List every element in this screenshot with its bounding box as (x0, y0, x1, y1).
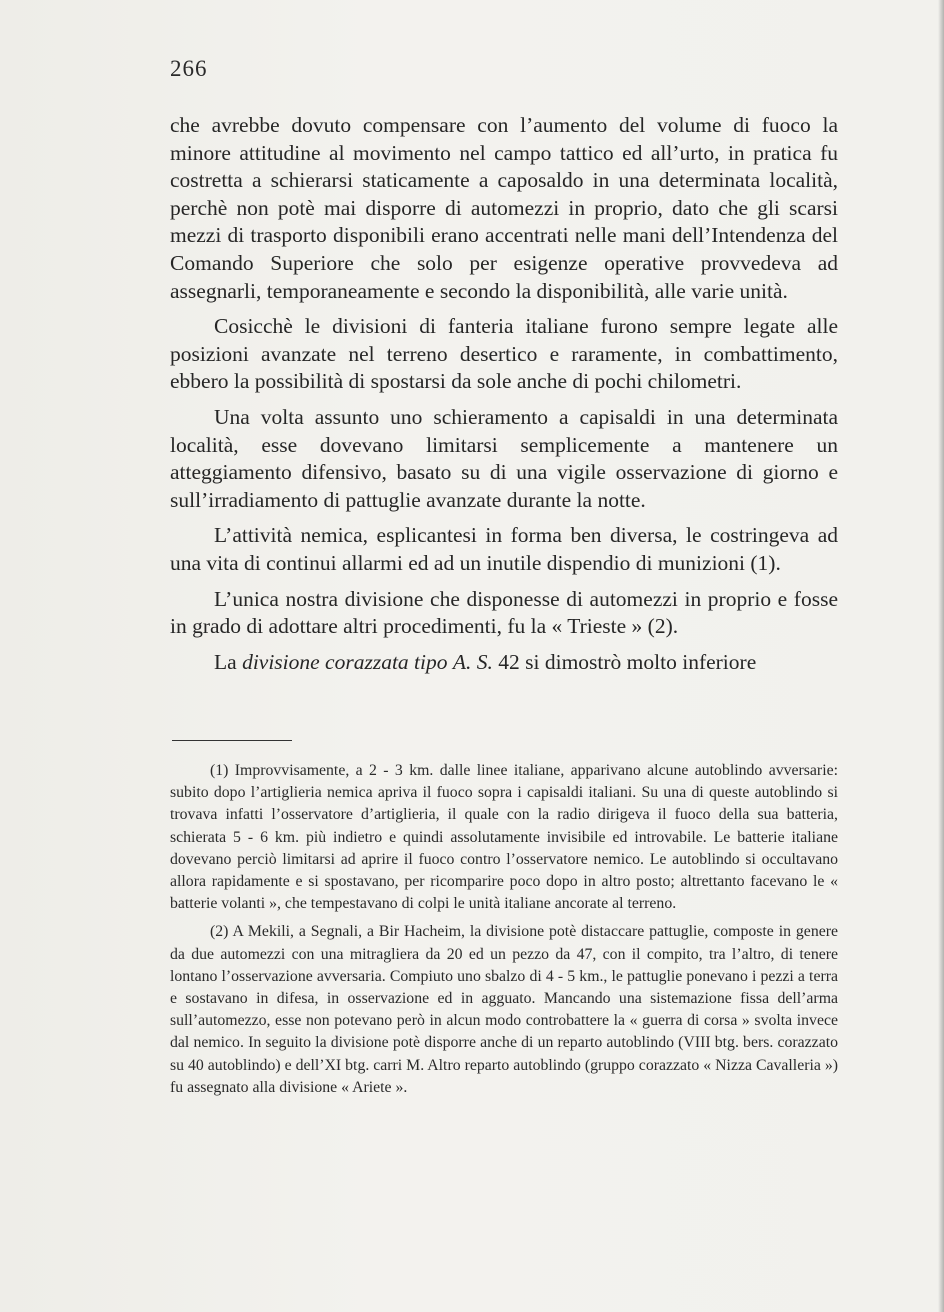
footnotes (170, 760, 838, 1105)
last-paragraph-lead: La (214, 649, 237, 674)
page-number: 266 (170, 56, 208, 81)
footnote-2: (2) A Mekili, a Segnali, a Bir Hacheim, la divisione potè distaccare pattuglie, composte in genere da due automezzi con una mitragliera da 20 ed un pezzo da 47, con il compito, tra l’altro, di tenere lontano l’osservazione avversaria. Compiuto uno sbalzo di 4 - 5 km., le pattuglie ponevano i pezzi a terra e sostavano in difesa, in osservazione ed in agguato. Mancando una sistemazione fissa dell’arma sull’automezzo, esse non potevano però in alcun modo controbattere la « guerra di corsa » svolta invece dal nemico. In seguito la divisione potè disporre anche di un reparto autoblindo (VIII btg. bers. corazzato su 40 autoblindo) e dell’XI btg. carri M. Altro reparto autoblindo (gruppo corazzato « Nizza Cavalleria ») fu assegnato alla divisione « Ariete ». (170, 923, 838, 1096)
last-paragraph-italic-as: A. S. (452, 649, 493, 674)
paragraph-last (170, 649, 838, 677)
last-paragraph-rest: 42 si dimostrò molto inferiore (498, 649, 757, 674)
paragraph: L’unica nostra divisione che disponesse di automezzi in proprio e fosse in grado di adottare altri procedimenti, fu la « Trieste » (2). (170, 586, 838, 639)
paragraph: che avrebbe dovuto compensare con l’aumento del volume di fuoco la minore attitudine al movimento nel campo tattico ed all’urto, in pratica fu costretta a schierarsi staticamente a caposaldo in una determinata località, perchè non potè mai disporre di automezzi in proprio, dato che gli scarsi mezzi di trasporto disponibili erano accentrati nelle mani dell’Intendenza del Comando Superiore che solo per esigenze operative provvedeva ad assegnarli, temporaneamente e secondo la disponibilità, alle varie unità. (170, 113, 838, 303)
main-text (170, 112, 838, 684)
paragraph: Una volta assunto uno schieramento a capisaldi in una determinata località, esse dovevano limitarsi semplicemente a mantenere un atteggiamento difensivo, basato su di una vigile osservazione di giorno e sull’irradiamento di pattuglie avanzate durante la notte. (170, 404, 838, 512)
footnote-separator (172, 740, 292, 741)
page-edge-shadow (938, 0, 944, 1312)
footnote-1: (1) Improvvisamente, a 2 - 3 km. dalle linee italiane, apparivano alcune autoblindo avversarie: subito dopo l’artiglieria nemica apriva il fuoco sopra i capisaldi italiani. Su una di queste autoblindo si trovava infatti l’osservatore d’artiglieria, il quale con la radio dirigeva il fuoco della sua batteria, schierata 5 - 6 km. più indietro e quindi assolutamente invisibile ed introvabile. Le batterie italiane dovevano perciò limitarsi ad aprire il fuoco contro l’osservatore nemico. Le autoblindo si occultavano allora rapidamente e si spostavano, per ricomparire poco dopo in altro posto; altrettanto facevano le « batterie volanti », che tempestavano di colpi le unità italiane ancorate al terreno. (170, 762, 838, 913)
paragraph: L’attività nemica, esplicantesi in forma ben diversa, le costringeva ad una vita di continui allarmi ed ad un inutile dispendio di munizioni (1). (170, 523, 838, 575)
last-paragraph-italic: divisione corazzata tipo (242, 649, 448, 674)
paragraph: Cosicchè le divisioni di fanteria italiane furono sempre legate alle posizioni avanzate nel terreno desertico e raramente, in combattimento, ebbero la possibilità di spostarsi da sole anche di pochi chilometri. (170, 314, 838, 394)
